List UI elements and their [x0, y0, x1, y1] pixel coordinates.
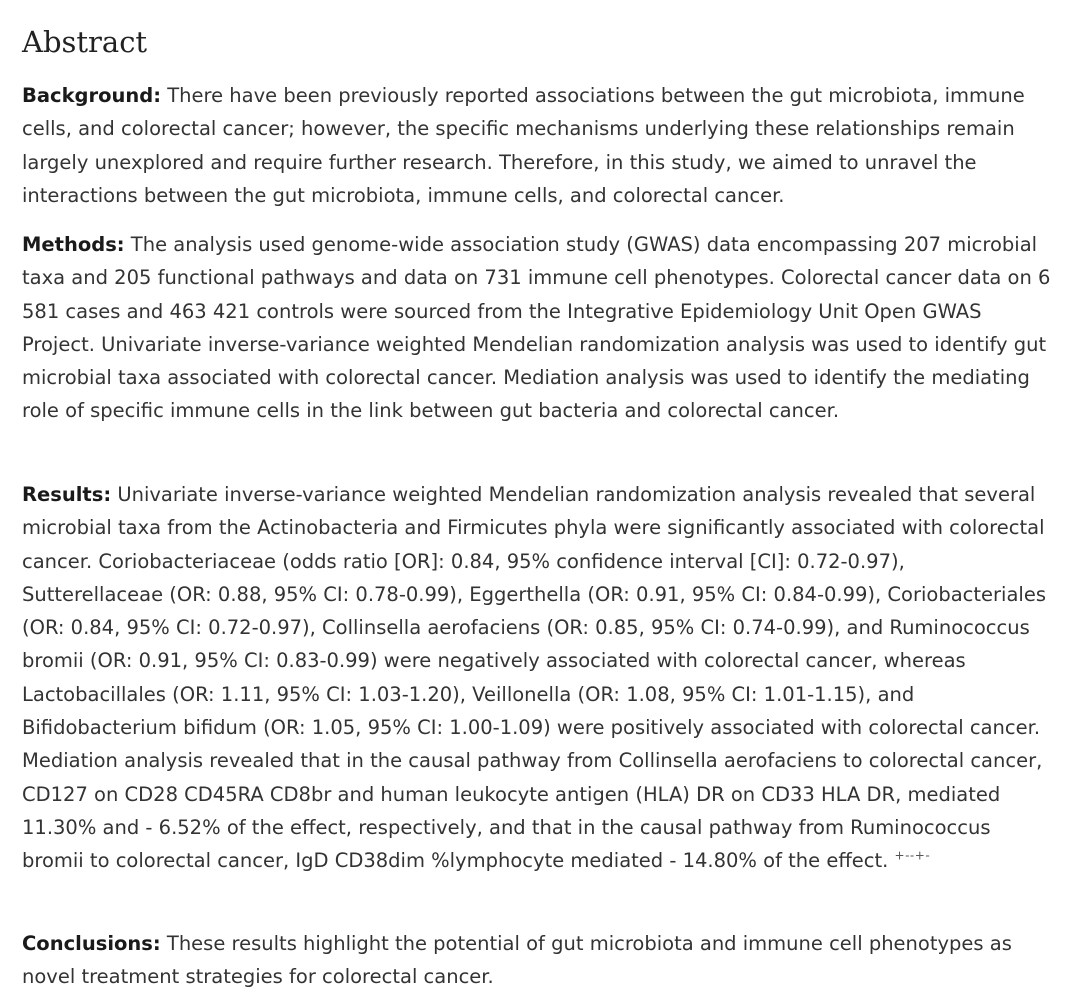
methods-paragraph	[22, 228, 1052, 428]
methods-text: The analysis used genome-wide association study (GWAS) data encompassing 207 microbial taxa and 205 functional pathways and data on 731 immune cell phenotypes. Colorectal cancer data on 6 581 cases and 463 421 controls were sourced from the Integrative Epidemiology Unit Open GWAS Project. Univariate inverse-variance weighted Mendelian randomization analysis was used to identify gut microbial taxa associated with colorectal cancer. Mediation analysis was used to identify the mediating role of specific immune cells in the link between gut bacteria and colorectal cancer.	[22, 233, 1051, 423]
abstract-title: Abstract	[22, 25, 148, 59]
background-label: Background:	[22, 84, 162, 107]
methods-label: Methods:	[22, 233, 125, 256]
results-paragraph	[22, 478, 1052, 878]
results-label: Results:	[22, 483, 112, 506]
abstract-container	[22, 0, 1062, 989]
background-paragraph	[22, 79, 1052, 212]
results-superscript: +--+-	[894, 848, 931, 863]
background-text: There have been previously reported associations between the gut microbiota, immune cells, and colorectal cancer; however, the specific mechanisms underlying these relationships remain largely unexplored and require further research. Therefore, in this study, we aimed to unravel the interactions between the gut microbiota, immune cells, and colorectal cancer.	[22, 84, 1025, 207]
conclusions-paragraph	[22, 927, 1052, 994]
conclusions-text: These results highlight the potential of gut microbiota and immune cell phenotypes as novel treatment strategies for colorectal cancer.	[22, 932, 1012, 989]
results-text: Univariate inverse-variance weighted Mendelian randomization analysis revealed that several microbial taxa from the Actinobacteria and Firmicutes phyla were significantly associated with colorectal cancer. Coriobacteriaceae (odds ratio [OR]: 0.84, 95% confidence interval [CI]: 0.72-0.97), Sutterellaceae (OR: 0.88, 95% CI: 0.78-0.99), Eggerthella (OR: 0.91, 95% CI: 0.84-0.99), Coriobacteriales (OR: 0.84, 95% CI: 0.72-0.97), Collinsella aerofaciens (OR: 0.85, 95% CI: 0.74-0.99), and Ruminococcus bromii (OR: 0.91, 95% CI: 0.83-0.99) were negatively associated with colorectal cancer, whereas Lactobacillales (OR: 1.11, 95% CI: 1.03-1.20), Veillonella (OR: 1.08, 95% CI: 1.01-1.15), and Bifidobacterium bifidum (OR: 1.05, 95% CI: 1.00-1.09) were positively associated with colorectal cancer. Mediation analysis revealed that in the causal pathway from Collinsella aerofaciens to colorectal cancer, CD127 on CD28 CD45RA CD8br and human leukocyte antigen (HLA) DR on CD33 HLA DR, mediated 11.30% and - 6.52% of the effect, respectively, and that in the causal pathway from Ruminococcus bromii to colorectal cancer, IgD CD38dim %lymphocyte mediated - 14.80% of the effect.	[22, 483, 1046, 873]
conclusions-label: Conclusions:	[22, 932, 161, 955]
